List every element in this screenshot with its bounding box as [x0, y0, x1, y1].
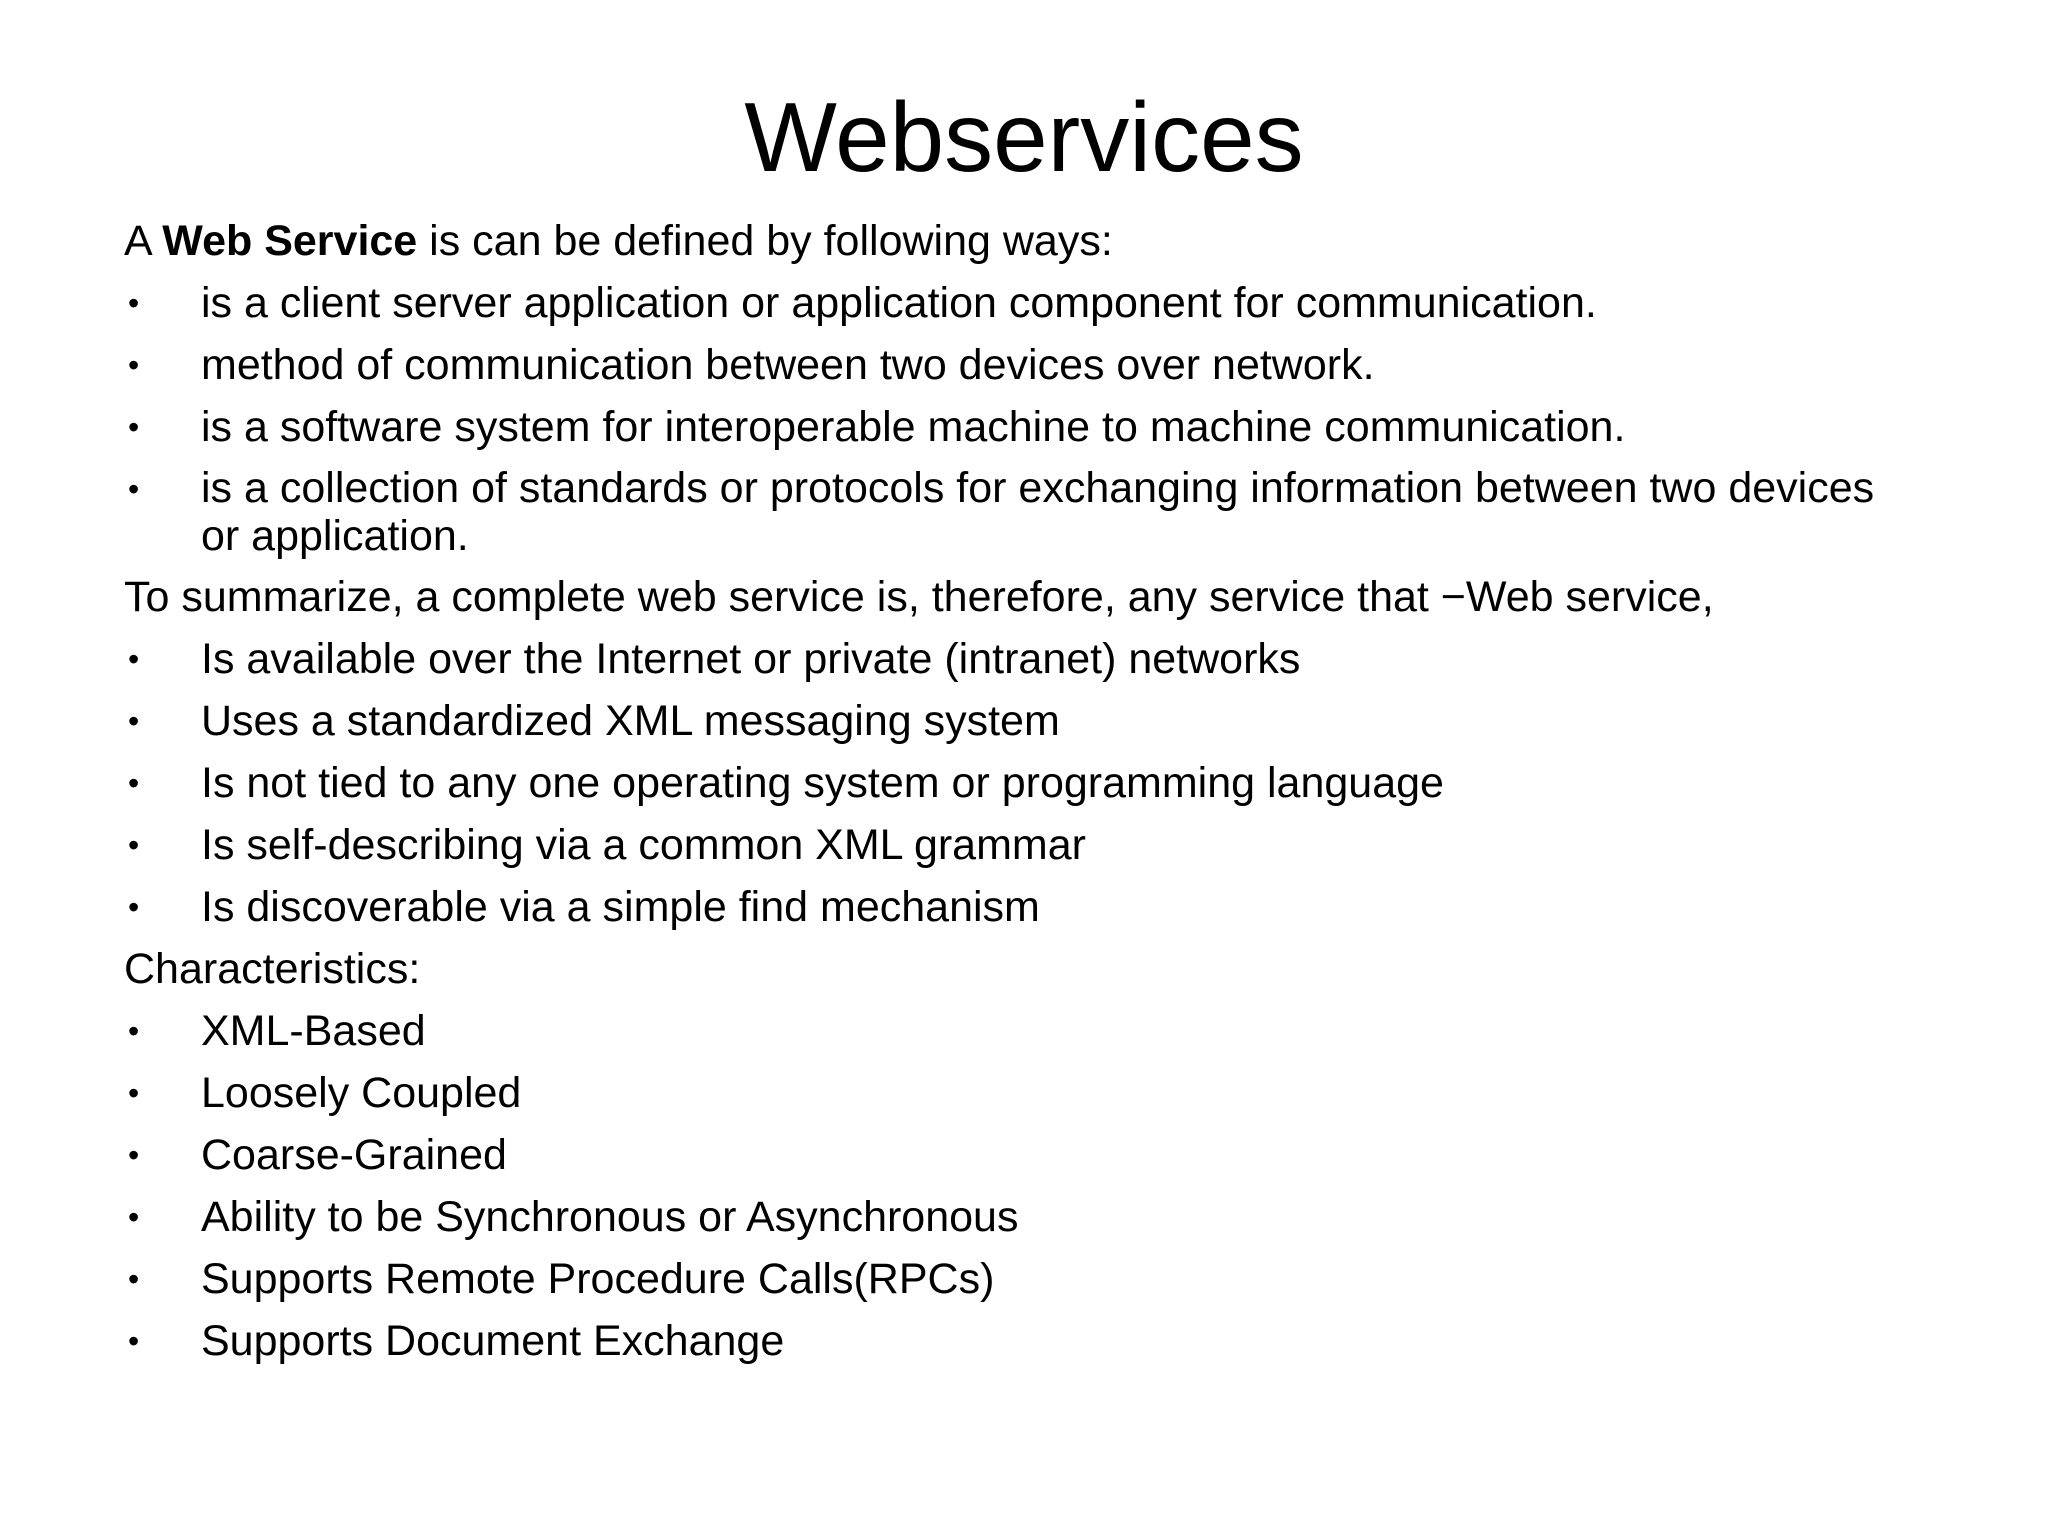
summary-item: [124, 634, 1924, 684]
intro-paragraph: [124, 216, 1924, 266]
characteristic-text: XML-Based: [201, 1007, 426, 1055]
characteristic-text: Supports Remote Procedure Calls(RPCs): [201, 1255, 995, 1303]
characteristic-item: [124, 1192, 1924, 1242]
characteristic-text: Supports Document Exchange: [201, 1317, 785, 1365]
characteristics-heading: Characteristics:: [124, 945, 421, 993]
characteristic-item: [124, 1316, 1924, 1366]
definition-item: [124, 402, 1924, 452]
summary-item: [124, 758, 1924, 808]
summary-item: [124, 820, 1924, 870]
characteristic-item: [124, 1130, 1924, 1180]
definition-text: method of communication between two devices over network.: [201, 341, 1375, 389]
bullet-icon: •: [128, 409, 140, 445]
slide-title: Webservices: [744, 82, 1304, 192]
bullet-icon: •: [128, 1199, 140, 1235]
characteristic-text: Coarse-Grained: [201, 1131, 507, 1179]
summary-text: Uses a standardized XML messaging system: [201, 697, 1060, 745]
bullet-icon: •: [128, 1261, 140, 1297]
bullet-icon: •: [128, 765, 140, 801]
summary-item: [124, 882, 1924, 932]
characteristic-text: Ability to be Synchronous or Asynchronous: [201, 1193, 1019, 1241]
characteristic-item: [124, 1254, 1924, 1304]
summary-item: [124, 696, 1924, 746]
bullet-icon: •: [128, 641, 140, 677]
intro-term: Web Service: [162, 217, 418, 265]
summary-text: Is not tied to any one operating system or programming language: [201, 759, 1444, 807]
bullet-icon: •: [128, 1013, 140, 1049]
definition-text: is a software system for interoperable machine to machine communication.: [201, 403, 1626, 451]
definition-item: [124, 278, 1924, 328]
summary-text: Is self-describing via a common XML grammar: [201, 821, 1086, 869]
summary-paragraph: To summarize, a complete web service is, therefore, any service that −Web service,: [124, 573, 1714, 621]
intro-prefix: A: [124, 217, 163, 265]
summary-text: Is discoverable via a simple find mechanism: [201, 883, 1040, 931]
definition-item: [124, 464, 1924, 560]
definition-text: is a collection of standards or protocols for exchanging information between two devices or application.: [201, 464, 1875, 560]
definition-text: is a client server application or application component for communication.: [201, 279, 1597, 327]
definition-item: [124, 340, 1924, 390]
slide-body: [124, 216, 1924, 1378]
intro-suffix: is can be defined by following ways:: [417, 217, 1113, 265]
bullet-icon: •: [128, 889, 140, 925]
bullet-icon: •: [128, 827, 140, 863]
bullet-icon: •: [128, 1137, 140, 1173]
bullet-icon: •: [128, 347, 140, 383]
bullet-icon: •: [128, 471, 140, 507]
characteristic-text: Loosely Coupled: [201, 1069, 522, 1117]
bullet-icon: •: [128, 285, 140, 321]
characteristic-item: [124, 1006, 1924, 1056]
bullet-icon: •: [128, 703, 140, 739]
bullet-icon: •: [128, 1323, 140, 1359]
summary-text: Is available over the Internet or private (intranet) networks: [201, 635, 1301, 683]
characteristic-item: [124, 1068, 1924, 1118]
bullet-icon: •: [128, 1075, 140, 1111]
